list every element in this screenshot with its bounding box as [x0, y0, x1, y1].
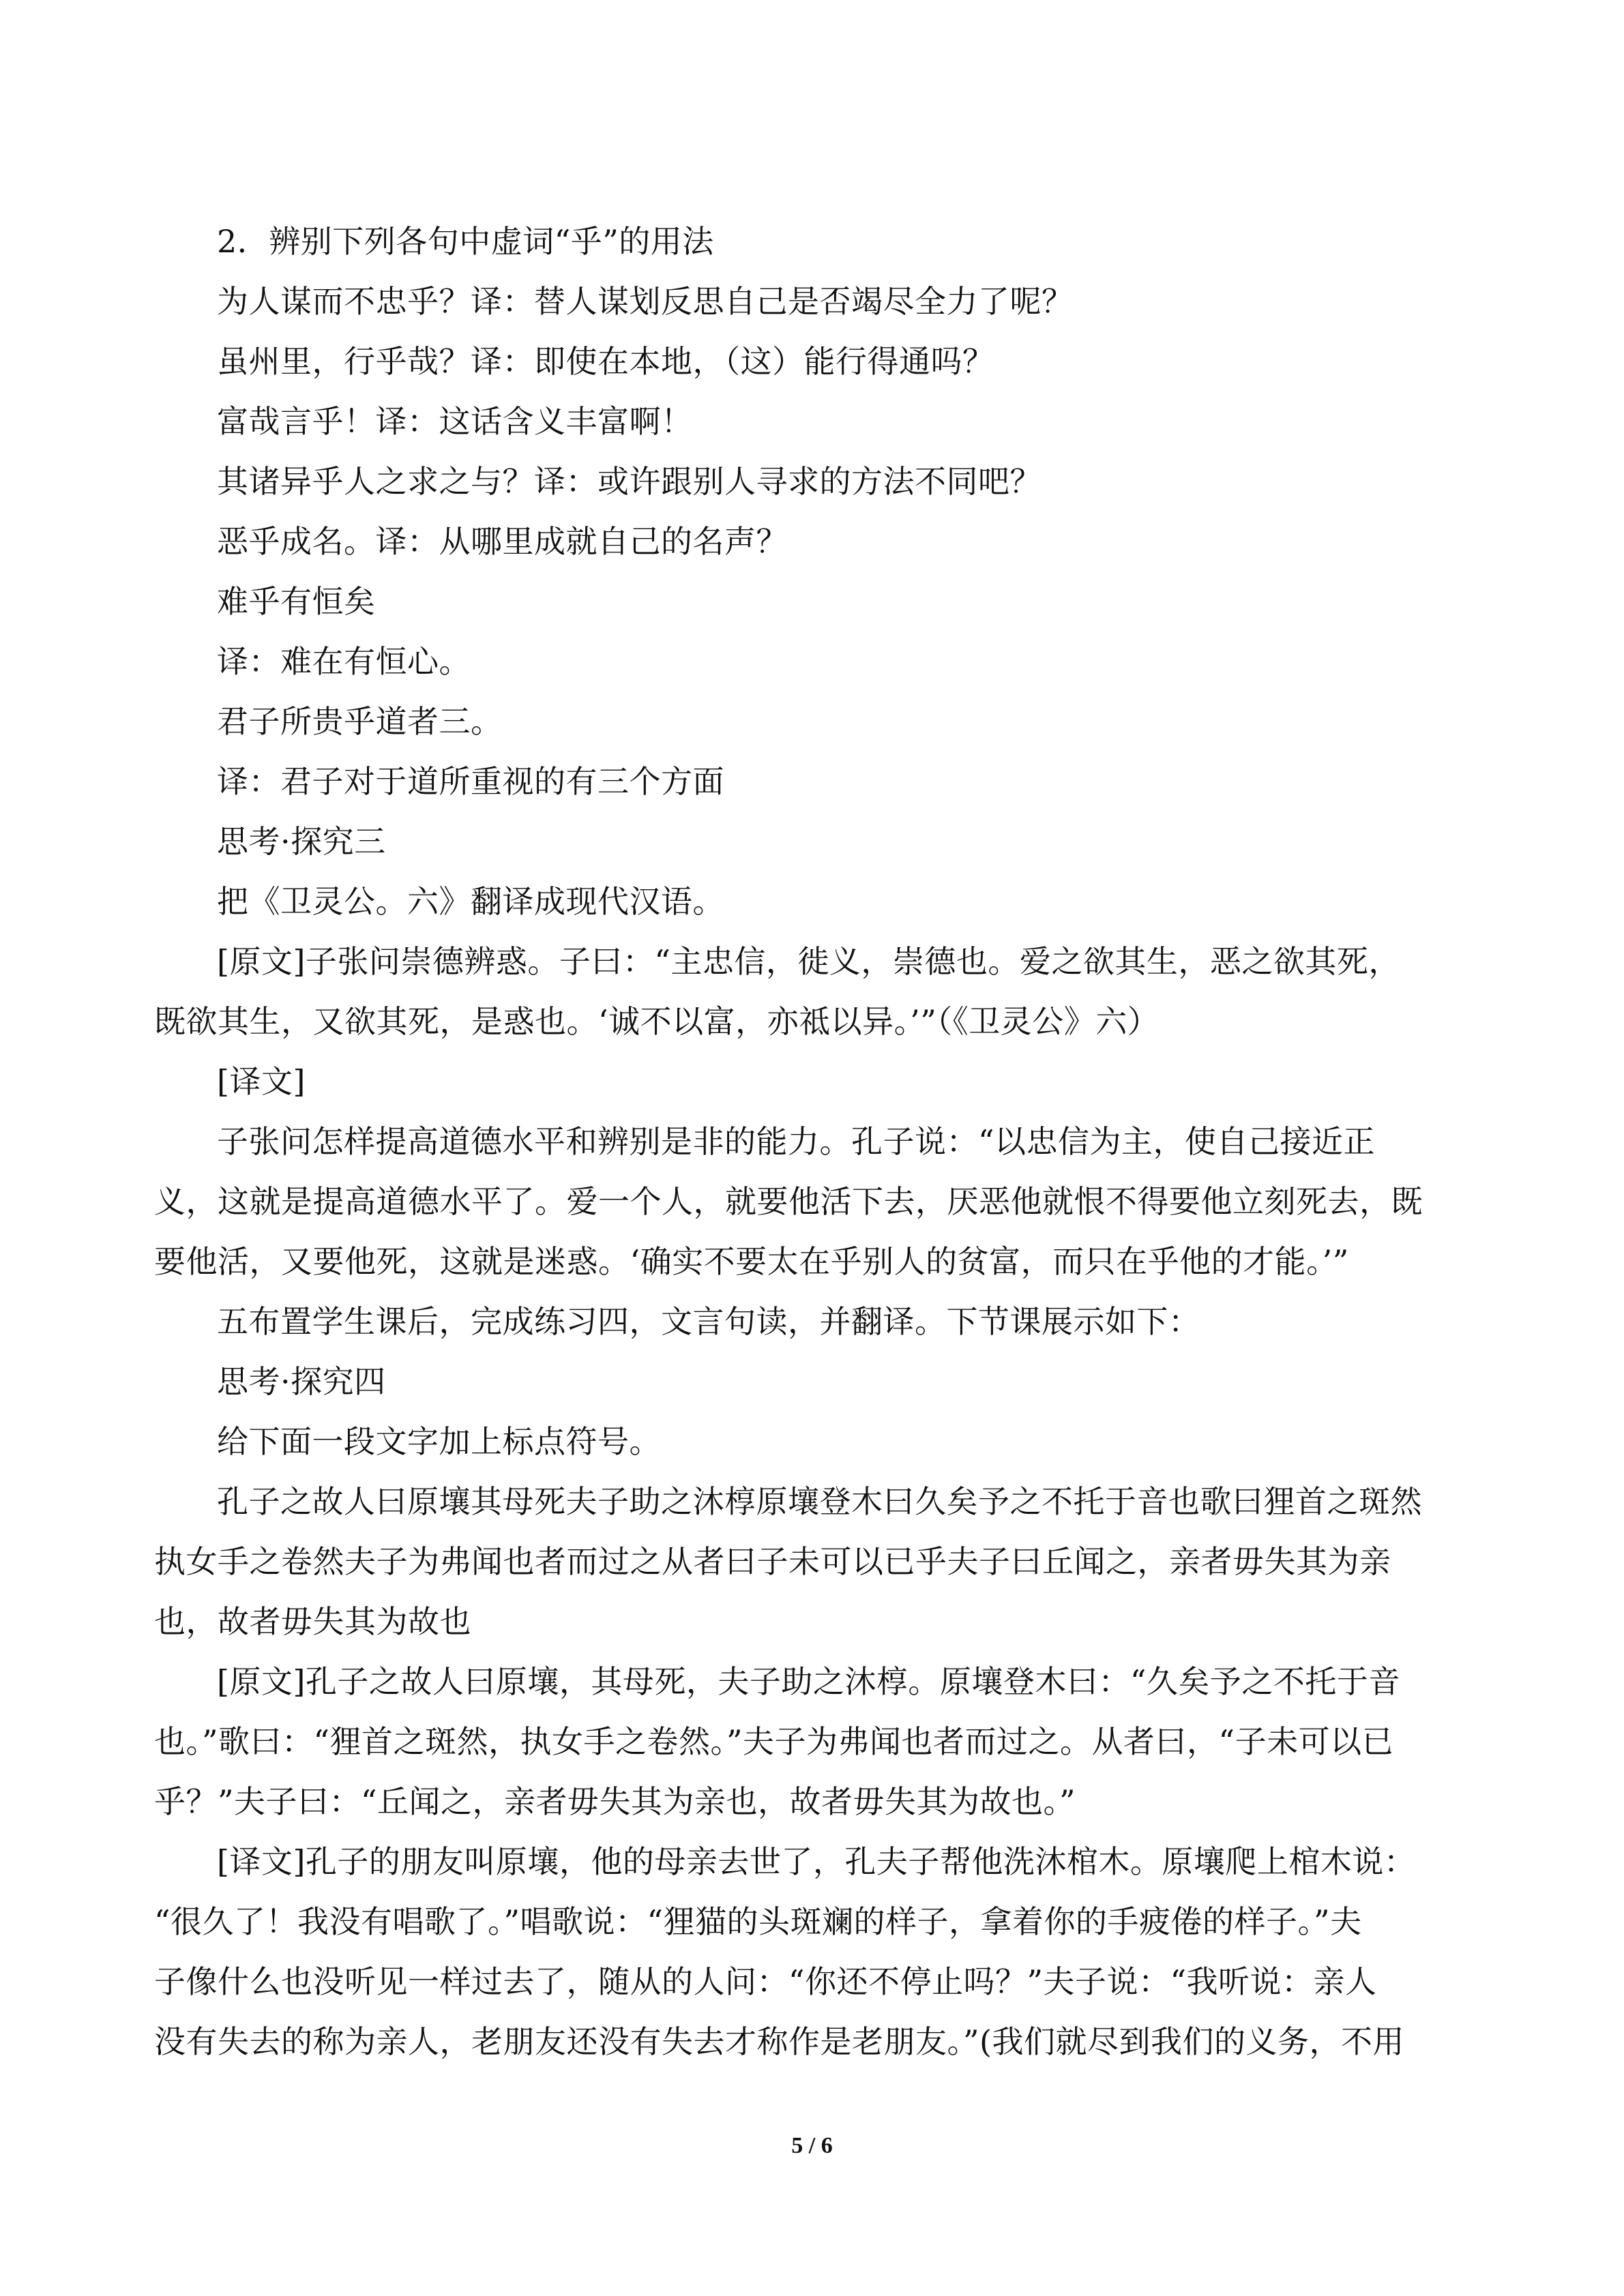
- page-number: 5 / 6: [791, 2133, 833, 2158]
- document-body: [154, 211, 1484, 2072]
- text-line: 思考·探究四: [217, 1363, 386, 1400]
- text-line: 没有失去的称为亲人，老朋友还没有失去才称作是老朋友。”(我们就尽到我们的义务，不用: [154, 2023, 1404, 2060]
- text-line: 也，故者毋失其为故也: [154, 1603, 471, 1640]
- text-line: 五布置学生课后，完成练习四，文言句读，并翻译。下节课展示如下：: [217, 1303, 1200, 1340]
- text-line: [原文]子张问崇德辨惑。子曰：“主忠信，徙义，崇德也。爱之欲其生，恶之欲其死，: [217, 943, 1400, 980]
- text-line: 富哉言乎！译：这话含义丰富啊！: [217, 403, 693, 440]
- text-line: [译文]孔子的朋友叫原壤，他的母亲去世了，孔夫子帮他洗沐棺木。原壤爬上棺木说：: [217, 1843, 1416, 1880]
- text-line: 虽州里，行乎哉？译：即使在本地，（这）能行得通吗？: [217, 343, 994, 380]
- text-line: 孔子之故人曰原壤其母死夫子助之沐椁原壤登木曰久矣予之不托于音也歌曰狸首之斑然: [217, 1483, 1422, 1520]
- text-line: 为人谋而不忠乎？译：替人谋划反思自己是否竭尽全力了呢？: [217, 283, 1074, 320]
- text-line: 给下面一段文字加上标点符号。: [217, 1423, 661, 1460]
- text-line: [原文]孔子之故人曰原壤，其母死，夫子助之沐椁。原壤登木曰：“久矣予之不托于音: [217, 1663, 1400, 1700]
- text-line: “很久了！我没有唱歌了。”唱歌说：“狸猫的头斑斓的样子，拿着你的手疲倦的样子。”夫: [154, 1903, 1362, 1940]
- text-line: 要他活，又要他死，这就是迷惑。‘确实不要太在乎别人的贫富，而只在乎他的才能。’”: [154, 1243, 1349, 1280]
- text-line: 恶乎成名。译：从哪里成就自己的名声？: [217, 523, 788, 560]
- text-line: [译文]: [217, 1063, 306, 1100]
- text-line: 其诸异乎人之求之与？译：或许跟别人寻求的方法不同吧？: [217, 463, 1042, 500]
- text-line: 译：难在有恒心。: [217, 643, 471, 680]
- text-line: 执女手之卷然夫子为弗闻也者而过之从者曰子未可以已乎夫子曰丘闻之，亲者毋失其为亲: [154, 1543, 1391, 1580]
- text-line: 思考·探究三: [217, 823, 386, 860]
- text-line: 2．辨别下列各句中虚词“乎”的用法: [217, 223, 714, 260]
- text-line: 既欲其生，又欲其死，是惑也。‘诚不以富，亦祗以异。’”（《卫灵公》六）: [154, 1003, 1160, 1040]
- text-line: 也。”歌曰：“狸首之斑然，执女手之卷然。”夫子为弗闻也者而过之。从者曰，“子未可以已: [154, 1723, 1394, 1760]
- text-line: 义，这就是提高道德水平了。爱一个人，就要他活下去，厌恶他就恨不得要他立刻死去，既: [154, 1183, 1423, 1220]
- text-line: 难乎有恒矣: [217, 583, 376, 620]
- text-line: 子像什么也没听见一样过去了，随从的人问：“你还不停止吗？”夫子说：“我听说：亲人: [154, 1963, 1377, 2000]
- text-line: 子张问怎样提高道德水平和辨别是非的能力。孔子说：“以忠信为主，使自己接近正: [217, 1123, 1376, 1160]
- text-line: 君子所贵乎道者三。: [217, 703, 503, 740]
- text-line: 译：君子对于道所重视的有三个方面: [217, 763, 724, 800]
- text-line: 乎？”夫子曰：“丘闻之，亲者毋失其为亲也，故者毋失其为故也。”: [154, 1783, 1076, 1820]
- text-line: 把《卫灵公。六》翻译成现代汉语。: [217, 883, 724, 920]
